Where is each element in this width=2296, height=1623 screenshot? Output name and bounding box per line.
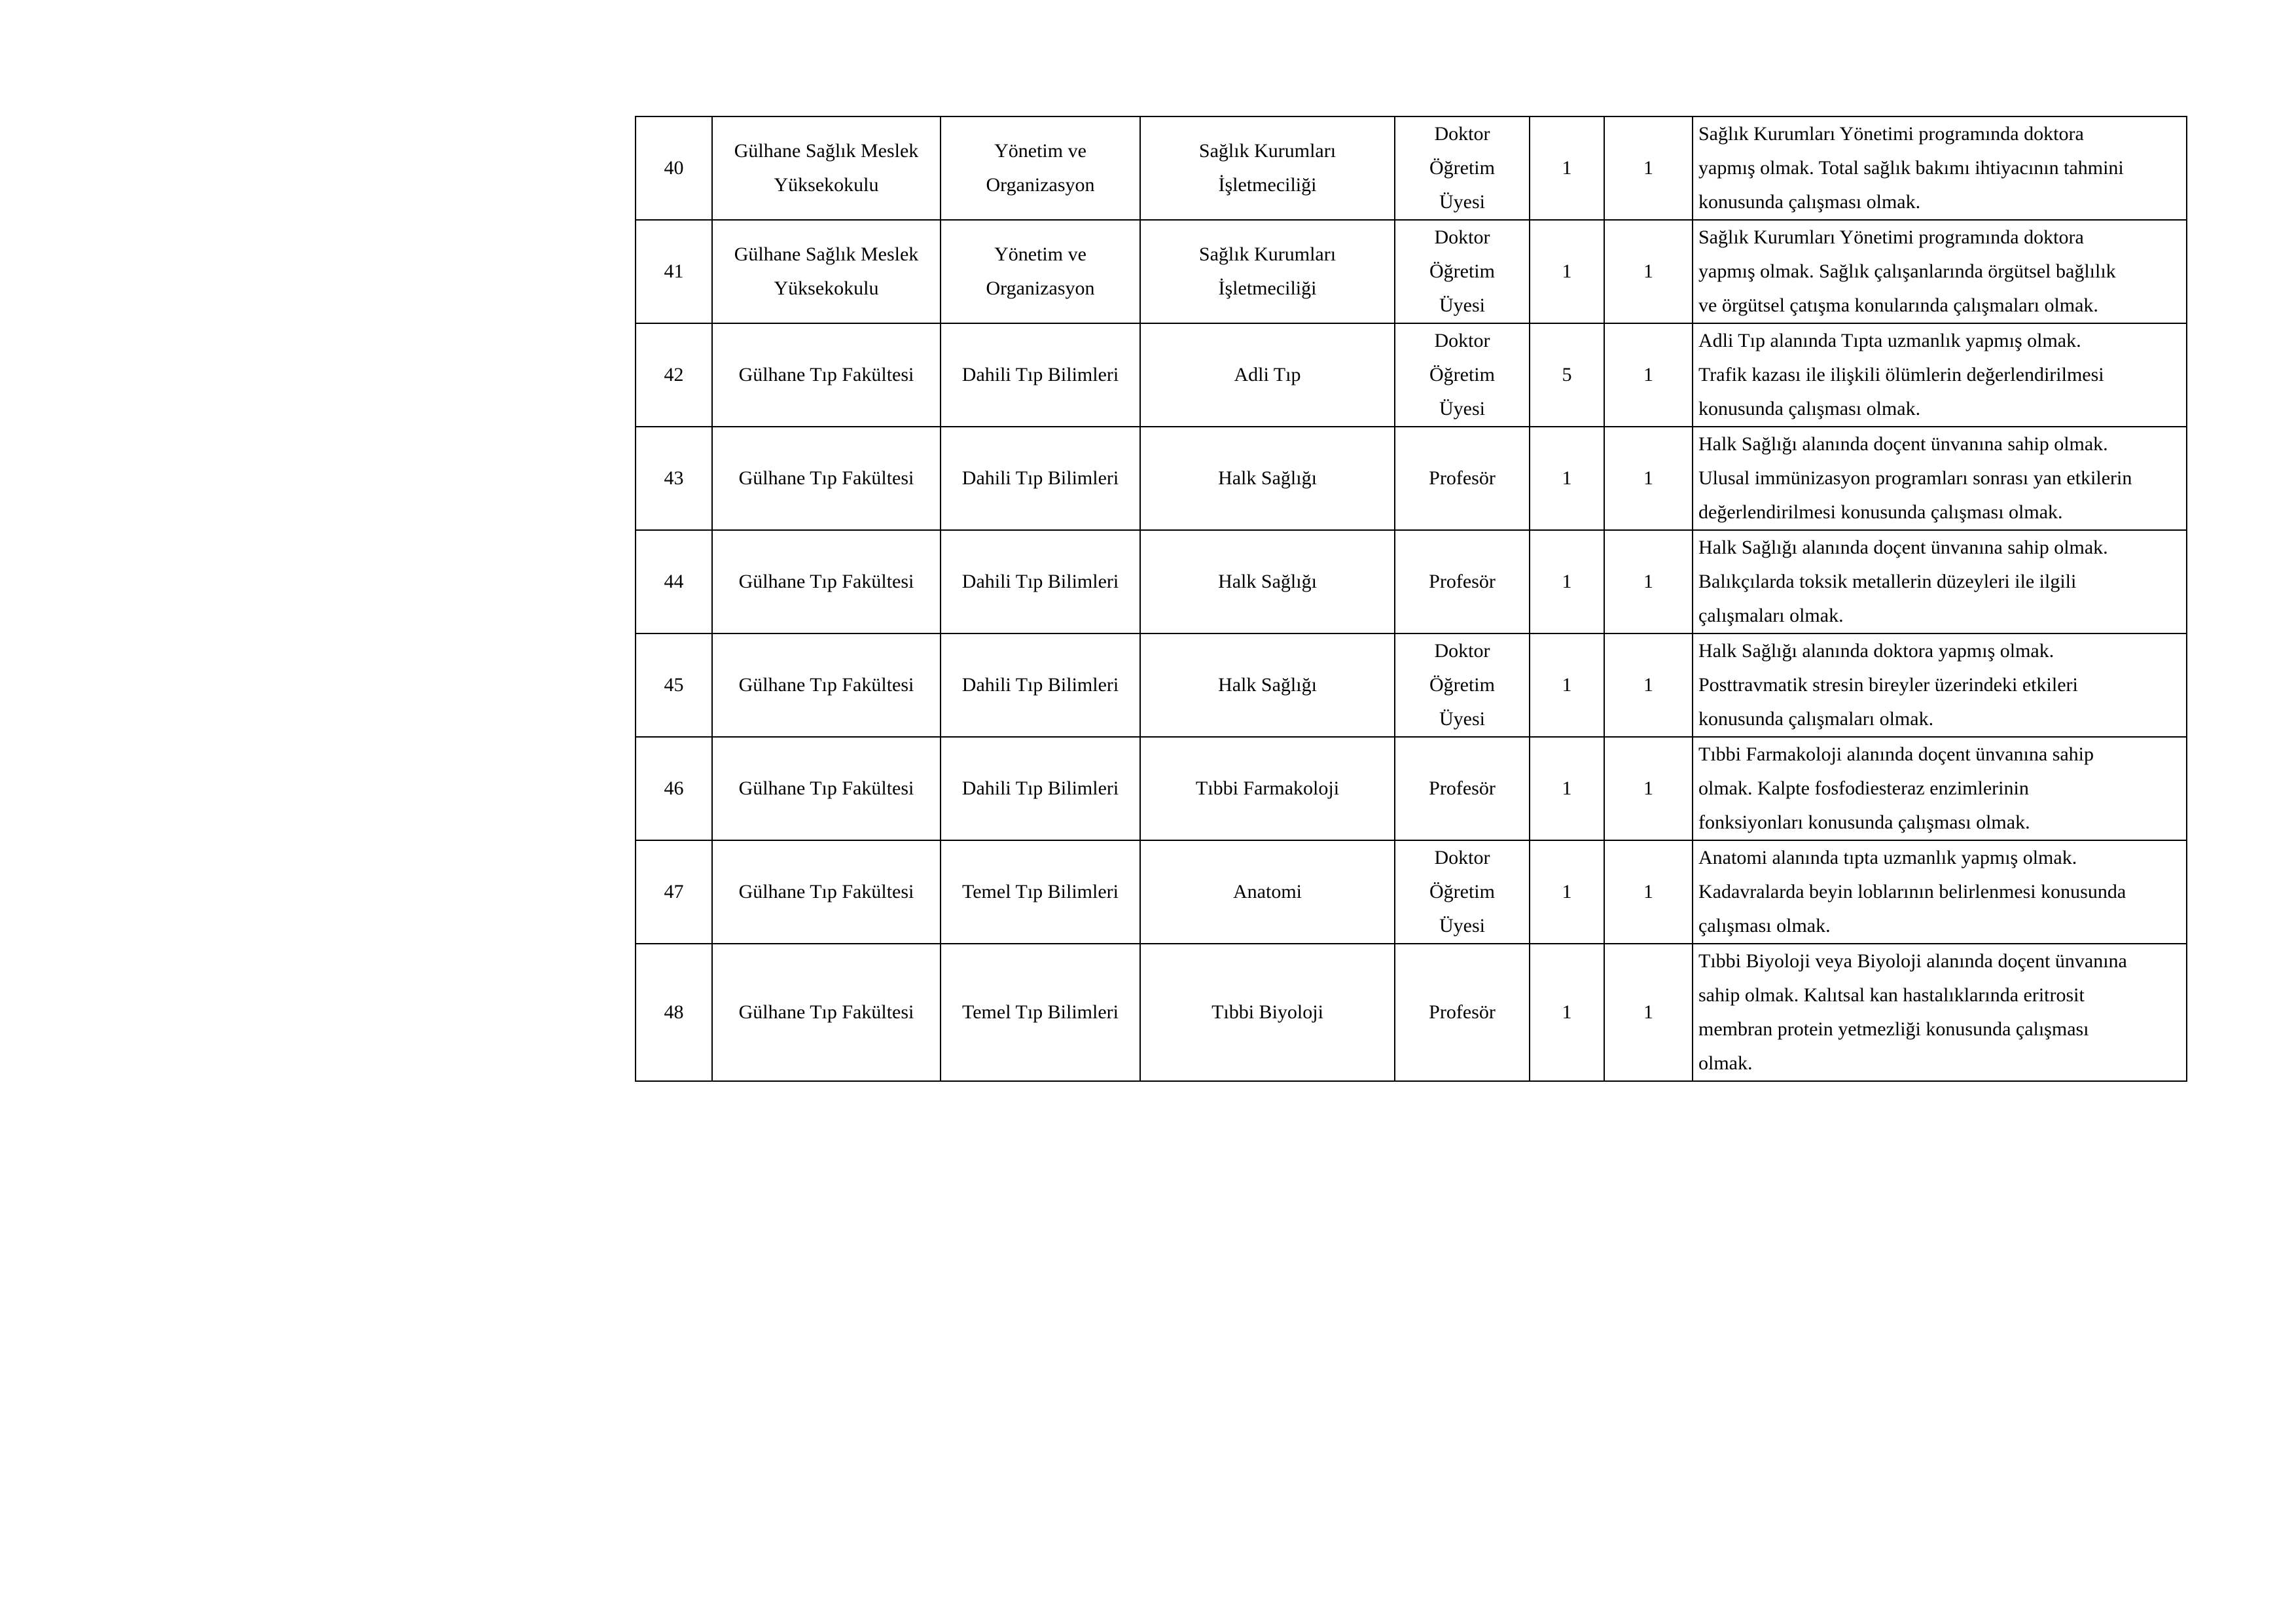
department-cell: Yönetim ve Organizasyon [941, 116, 1140, 220]
department-cell: Dahili Tıp Bilimleri [941, 737, 1140, 840]
requirements-cell: Adli Tıp alanında Tıpta uzmanlık yapmış olmak. Trafik kazası ile ilişkili ölümlerin değerlendirilmesi konusunda çalışması olmak. [1693, 323, 2187, 427]
unit-cell: Gülhane Tıp Fakültesi [712, 323, 941, 427]
row-number: 42 [636, 323, 712, 427]
table-row [636, 530, 2187, 633]
rank-cell: 1 [1530, 530, 1604, 633]
field-cell: Halk Sağlığı [1140, 633, 1395, 737]
unit-cell: Gülhane Sağlık Meslek Yüksekokulu [712, 220, 941, 323]
field-cell: Halk Sağlığı [1140, 427, 1395, 530]
title-cell: Doktor Öğretim Üyesi [1395, 220, 1530, 323]
title-cell: Profesör [1395, 737, 1530, 840]
title-cell: Doktor Öğretim Üyesi [1395, 116, 1530, 220]
title-cell: Doktor Öğretim Üyesi [1395, 323, 1530, 427]
count-cell: 1 [1604, 220, 1693, 323]
department-cell: Dahili Tıp Bilimleri [941, 633, 1140, 737]
rank-cell: 1 [1530, 737, 1604, 840]
requirements-cell: Sağlık Kurumları Yönetimi programında doktora yapmış olmak. Sağlık çalışanlarında örgütsel bağlılık ve örgütsel çatışma konularında çalışmaları olmak. [1693, 220, 2187, 323]
row-number: 41 [636, 220, 712, 323]
title-cell: Profesör [1395, 427, 1530, 530]
table-row [636, 633, 2187, 737]
title-cell: Profesör [1395, 530, 1530, 633]
count-cell: 1 [1604, 530, 1693, 633]
rank-cell: 1 [1530, 633, 1604, 737]
count-cell: 1 [1604, 840, 1693, 944]
department-cell: Dahili Tıp Bilimleri [941, 530, 1140, 633]
rank-cell: 5 [1530, 323, 1604, 427]
requirements-cell: Tıbbi Biyoloji veya Biyoloji alanında doçent ünvanına sahip olmak. Kalıtsal kan hastalıklarında eritrosit membran protein yetmezliği konusunda çalışması olmak. [1693, 944, 2187, 1081]
field-cell: Sağlık Kurumları İşletmeciliği [1140, 116, 1395, 220]
department-cell: Temel Tıp Bilimleri [941, 840, 1140, 944]
table-row [636, 737, 2187, 840]
unit-cell: Gülhane Tıp Fakültesi [712, 944, 941, 1081]
row-number: 46 [636, 737, 712, 840]
count-cell: 1 [1604, 116, 1693, 220]
unit-cell: Gülhane Tıp Fakültesi [712, 633, 941, 737]
field-cell: Tıbbi Farmakoloji [1140, 737, 1395, 840]
title-cell: Profesör [1395, 944, 1530, 1081]
requirements-cell: Halk Sağlığı alanında doçent ünvanına sahip olmak. Ulusal immünizasyon programları sonrası yan etkilerin değerlendirilmesi konusunda çalışması olmak. [1693, 427, 2187, 530]
count-cell: 1 [1604, 427, 1693, 530]
field-cell: Adli Tıp [1140, 323, 1395, 427]
rank-cell: 1 [1530, 944, 1604, 1081]
unit-cell: Gülhane Tıp Fakültesi [712, 737, 941, 840]
rank-cell: 1 [1530, 220, 1604, 323]
row-number: 45 [636, 633, 712, 737]
count-cell: 1 [1604, 737, 1693, 840]
academic-positions-table [635, 116, 2187, 1082]
requirements-cell: Anatomi alanında tıpta uzmanlık yapmış olmak. Kadavralarda beyin loblarının belirlenmesi konusunda çalışması olmak. [1693, 840, 2187, 944]
table-row [636, 944, 2187, 1081]
requirements-cell: Halk Sağlığı alanında doktora yapmış olmak. Posttravmatik stresin bireyler üzerindeki etkileri konusunda çalışmaları olmak. [1693, 633, 2187, 737]
table-row [636, 427, 2187, 530]
title-cell: Doktor Öğretim Üyesi [1395, 840, 1530, 944]
requirements-cell: Halk Sağlığı alanında doçent ünvanına sahip olmak. Balıkçılarda toksik metallerin düzeyleri ile ilgili çalışmaları olmak. [1693, 530, 2187, 633]
unit-cell: Gülhane Sağlık Meslek Yüksekokulu [712, 116, 941, 220]
field-cell: Anatomi [1140, 840, 1395, 944]
count-cell: 1 [1604, 944, 1693, 1081]
department-cell: Dahili Tıp Bilimleri [941, 427, 1140, 530]
requirements-cell: Sağlık Kurumları Yönetimi programında doktora yapmış olmak. Total sağlık bakımı ihtiyacının tahmini konusunda çalışması olmak. [1693, 116, 2187, 220]
count-cell: 1 [1604, 633, 1693, 737]
unit-cell: Gülhane Tıp Fakültesi [712, 427, 941, 530]
department-cell: Temel Tıp Bilimleri [941, 944, 1140, 1081]
table-row [636, 840, 2187, 944]
rank-cell: 1 [1530, 427, 1604, 530]
field-cell: Sağlık Kurumları İşletmeciliği [1140, 220, 1395, 323]
count-cell: 1 [1604, 323, 1693, 427]
row-number: 48 [636, 944, 712, 1081]
field-cell: Tıbbi Biyoloji [1140, 944, 1395, 1081]
row-number: 44 [636, 530, 712, 633]
department-cell: Dahili Tıp Bilimleri [941, 323, 1140, 427]
department-cell: Yönetim ve Organizasyon [941, 220, 1140, 323]
table-row [636, 323, 2187, 427]
requirements-cell: Tıbbi Farmakoloji alanında doçent ünvanına sahip olmak. Kalpte fosfodiesteraz enzimlerinin fonksiyonları konusunda çalışması olmak. [1693, 737, 2187, 840]
unit-cell: Gülhane Tıp Fakültesi [712, 840, 941, 944]
rank-cell: 1 [1530, 116, 1604, 220]
row-number: 40 [636, 116, 712, 220]
row-number: 43 [636, 427, 712, 530]
table-row [636, 220, 2187, 323]
unit-cell: Gülhane Tıp Fakültesi [712, 530, 941, 633]
title-cell: Doktor Öğretim Üyesi [1395, 633, 1530, 737]
field-cell: Halk Sağlığı [1140, 530, 1395, 633]
row-number: 47 [636, 840, 712, 944]
rank-cell: 1 [1530, 840, 1604, 944]
table-row [636, 116, 2187, 220]
